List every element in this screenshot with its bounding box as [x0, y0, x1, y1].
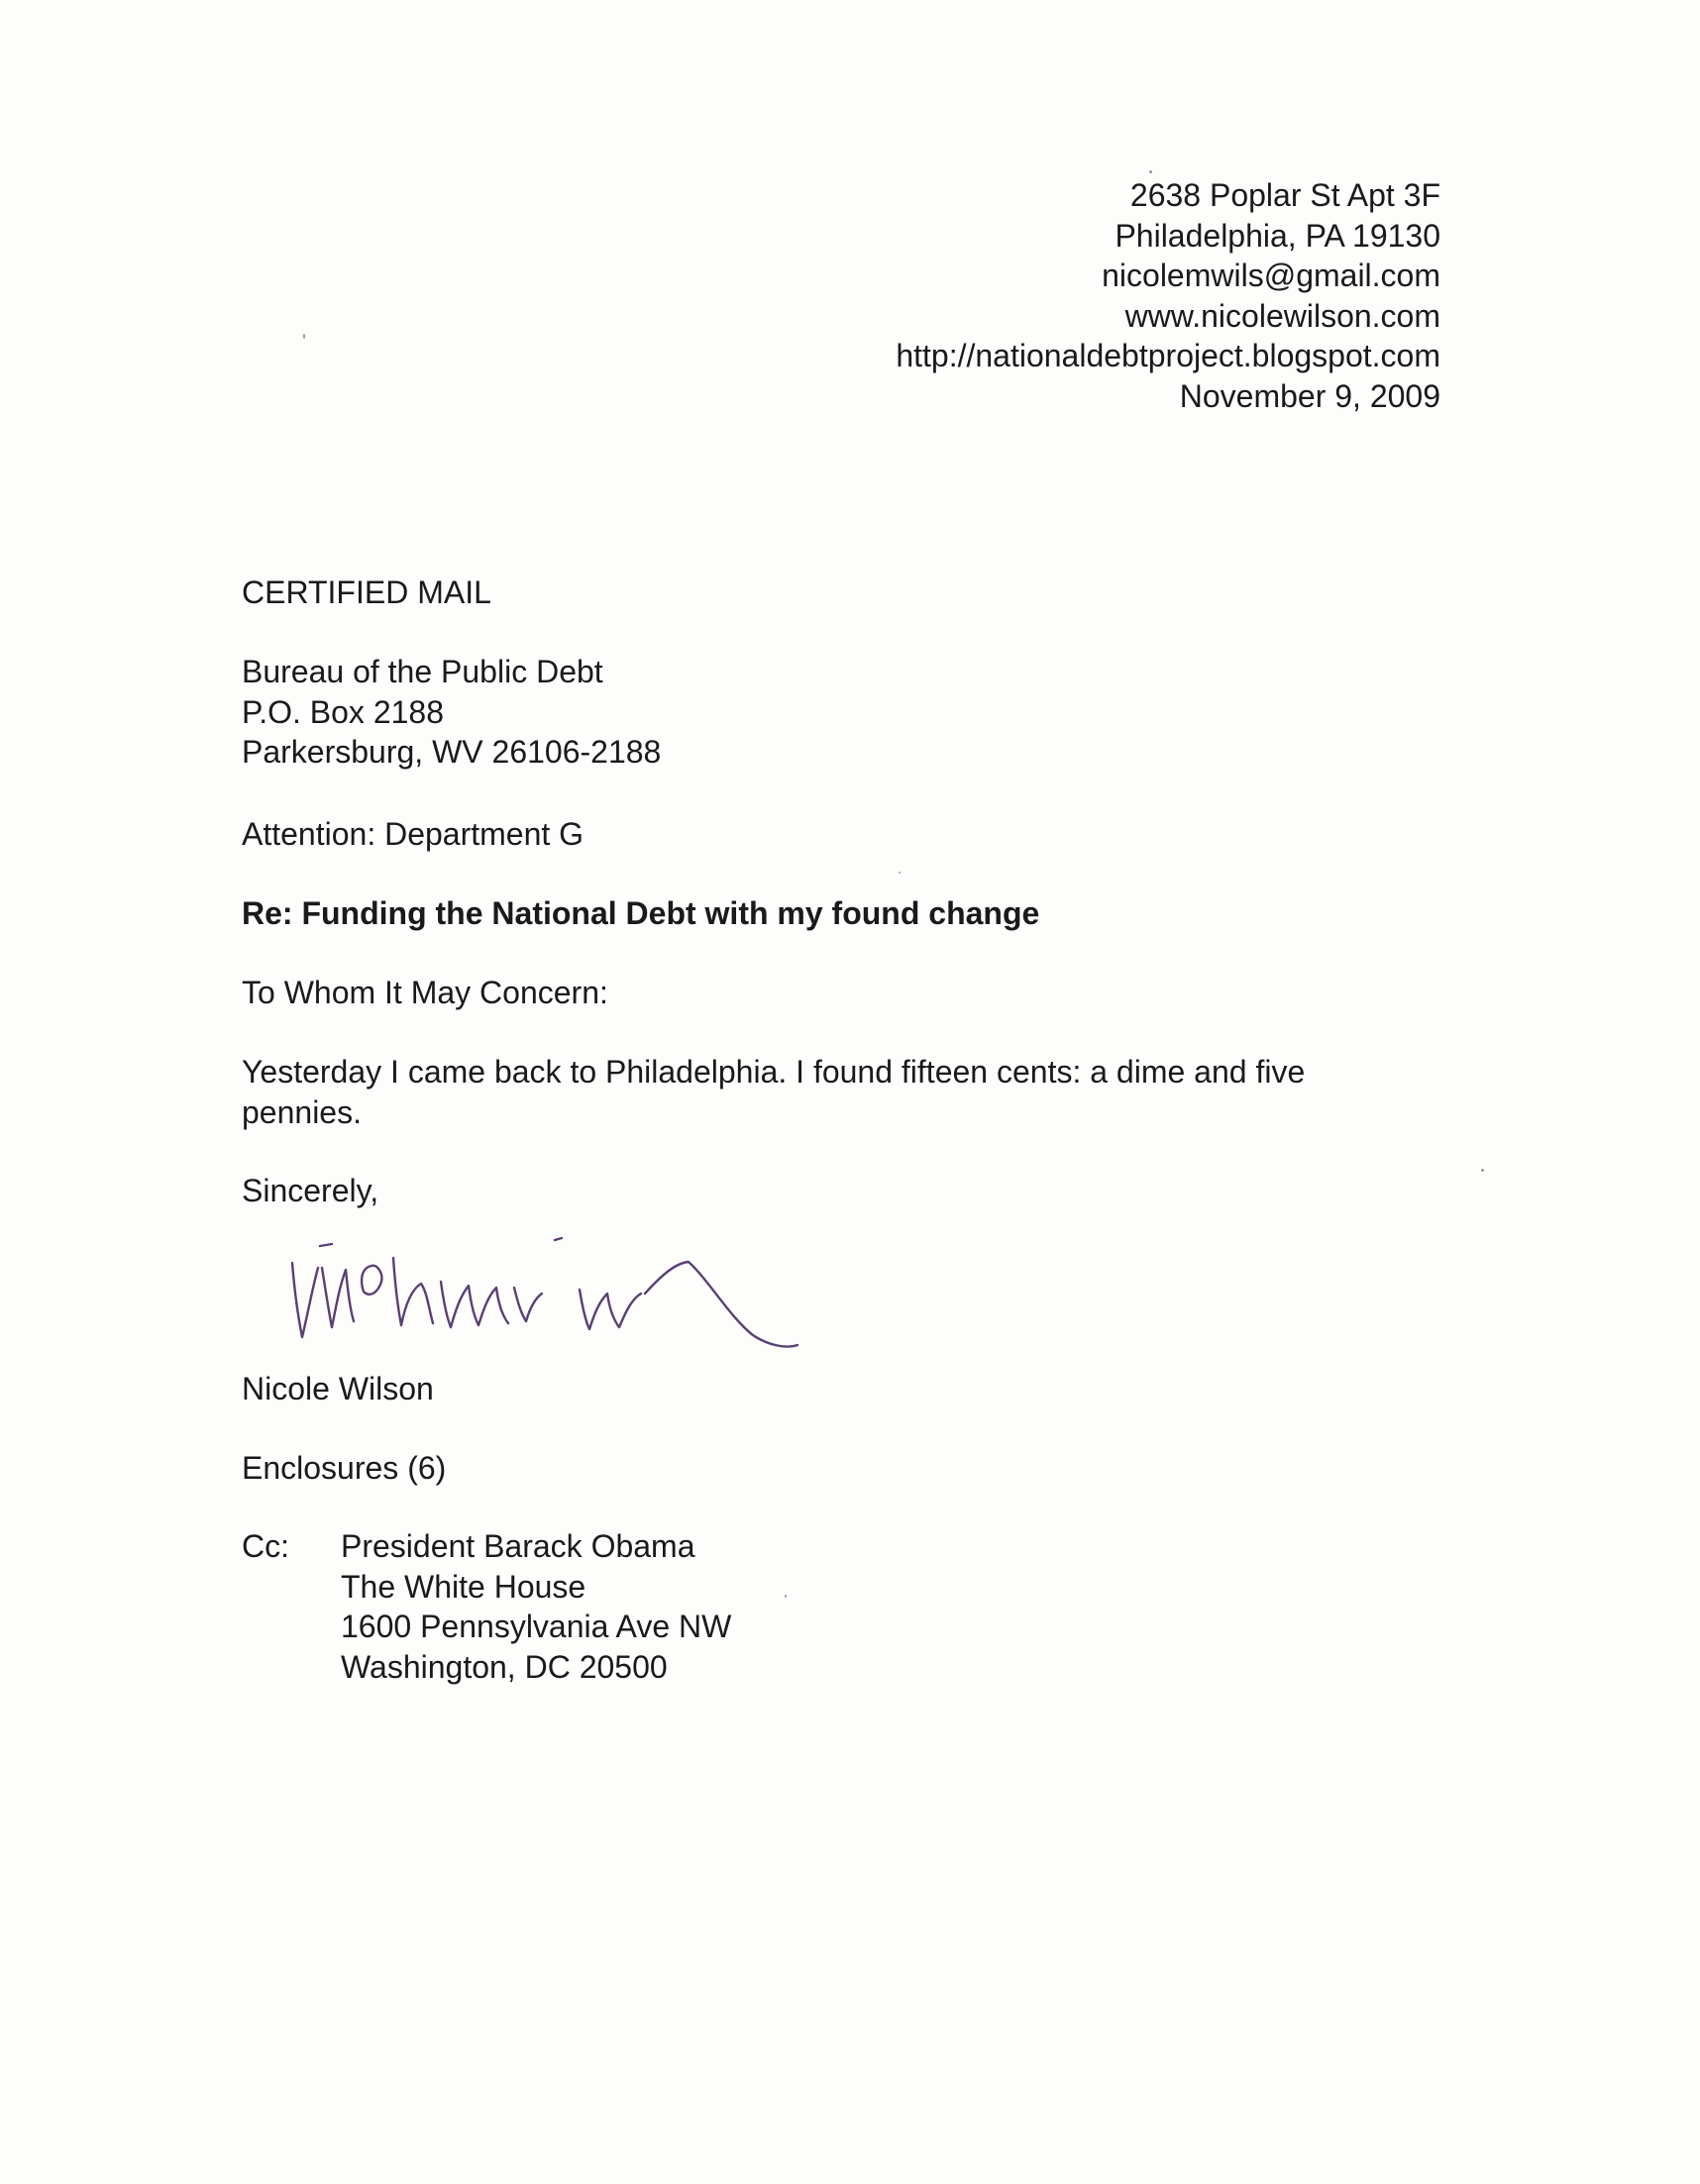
attention-line: Attention: Department G	[242, 816, 584, 852]
scan-speck	[1481, 1169, 1484, 1172]
printed-name: Nicole Wilson	[242, 1371, 434, 1406]
scan-speck	[303, 334, 305, 339]
sender-block	[896, 175, 1440, 416]
recipient-city-state-zip: Parkersburg, WV 26106-2188	[242, 734, 662, 770]
letter-body	[242, 1052, 1305, 1132]
cc-name: President Barack Obama	[341, 1528, 695, 1564]
cc-city-state-zip: Washington, DC 20500	[341, 1648, 668, 1685]
closing: Sincerely,	[242, 1173, 379, 1208]
cc-org: The White House	[341, 1568, 586, 1605]
enclosures-line: Enclosures (6)	[242, 1450, 447, 1486]
sender-address-line1: 2638 Poplar St Apt 3F	[1129, 177, 1440, 213]
letter-date: November 9, 2009	[1179, 377, 1440, 414]
sender-address-line2: Philadelphia, PA 19130	[1115, 217, 1440, 254]
scan-speck	[785, 1595, 787, 1598]
body-line: pennies.	[242, 1093, 362, 1130]
cc-address-block	[341, 1526, 731, 1687]
cc-label: Cc:	[242, 1528, 289, 1564]
handwritten-signature	[282, 1218, 877, 1377]
body-line: Yesterday I came back to Philadelphia. I found fifteen cents: a dime and five	[242, 1054, 1306, 1090]
cc-street: 1600 Pennsylvania Ave NW	[341, 1609, 732, 1644]
certified-mail-label: CERTIFIED MAIL	[242, 574, 491, 610]
sender-blog: http://nationaldebtproject.blogspot.com	[896, 338, 1440, 373]
subject-line: Re: Funding the National Debt with my found change	[242, 895, 1040, 931]
sender-email: nicolemwils@gmail.com	[1102, 258, 1440, 293]
salutation: To Whom It May Concern:	[242, 975, 608, 1010]
recipient-name: Bureau of the Public Debt	[242, 654, 603, 689]
recipient-block	[242, 652, 661, 773]
sender-website: www.nicolewilson.com	[1124, 297, 1440, 334]
scan-speck	[1149, 170, 1152, 173]
recipient-po-box: P.O. Box 2188	[242, 693, 444, 730]
scan-speck	[899, 872, 901, 874]
